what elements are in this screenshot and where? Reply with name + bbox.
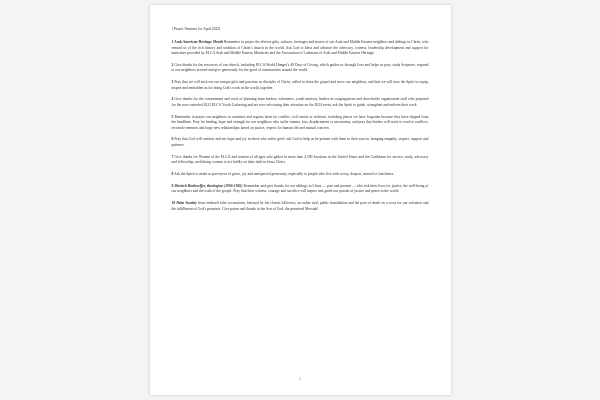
- prayer-entry: [172, 80, 429, 91]
- prayer-entry: [172, 137, 429, 148]
- entry-text: Ask the Spirit to make us purveyors of grace, joy and unexpected generosity, especially to people who live with worry, despair, turmoil or loneliness.: [174, 172, 395, 177]
- entry-text: Pray that we will each use our unique gifts and passions as disciples of Christ, called to share the gospel and serve our neighbors, and that we will trust the Spirit to equip, inspire and embolden us for doing God's work in the world, together.: [171, 80, 429, 90]
- entry-text: Pray that God will comfort and stir hope and joy in those who suffer grief; ask God to help us be present with them in their sorrow, bringing empathy, respect, support and patience.: [171, 137, 429, 148]
- entry-lead: Dietrich Bonhoeffer, theologian (1906-1945): [174, 183, 243, 188]
- prayer-entry: [172, 201, 429, 212]
- prayer-entry: [172, 155, 429, 166]
- document-page: [150, 5, 451, 395]
- entry-text: Give thanks for Women of the ELCA and women of all ages who gather in more than 4,500 locations in the United States and the Caribbean for service, study, advocacy and fellowship, mobilizing women to act boldly on their faith in Jesus Christ.: [171, 154, 429, 165]
- entry-text: Remember in prayer the diverse gifts, cultures, heritages and stories of our Arab and Middle Eastern neighbors and siblings in Christ, who remind us of the rich history and tradition of Christ's church in the world. Ask God to bless and advance the advocacy, witness, leadership development and support for ministries provided by ELCA Arab and Middle Eastern Ministries and the Association of Lutherans of Arab and Middle Eastern Heritage.: [171, 39, 429, 56]
- entry-number: 5: [171, 114, 174, 119]
- entry-number: 9: [171, 183, 174, 188]
- prayer-entry: [172, 184, 429, 195]
- entry-number: 10: [171, 201, 176, 206]
- prayer-entry: [172, 115, 429, 132]
- prayer-entry: [172, 97, 429, 108]
- entry-text: Give thanks for the resources of our church, including ELCA World Hunger's 40 Days of Giving, which guides us through Lent and helps us pray, study Scripture, respond to our neighbors in need and give generously for the good of communities around the world.: [171, 62, 429, 73]
- prayer-entry: [172, 172, 429, 178]
- prayer-entry: [172, 40, 429, 57]
- entry-lead: Arab American Heritage Month: [174, 39, 224, 44]
- entry-number: 1: [171, 39, 174, 44]
- entry-lead: Palm Sunday: [176, 201, 197, 206]
- entry-number: 8: [171, 172, 174, 177]
- document-header: [Prayer Ventures for April 2022]: [172, 27, 221, 31]
- entry-text: Remember in prayer our neighbors in countries and regions beset by conflict, civil unrest or violence, including places we have forgotten because they have slipped from the headlines. Pray for healing, hope and strength for our neighbors who suffer trauma, loss, displacement or uncertainty, and pray that leaders will work to resolve conflicts, reconcile enemies and forge new relationships based on justice, respect for human life and mutual concern.: [171, 114, 429, 130]
- document-body: [172, 27, 429, 212]
- entry-number: 6: [171, 137, 174, 142]
- entry-number: 2: [171, 62, 174, 67]
- entry-text: Jesus endured false accusations, betrayal by his closest followers, an unfair trial, public humiliation and the pain of death on a cross for our salvation and the fulfillment of God's promises. Give praise and thanks to the Son of God, the promised Messiah!: [171, 201, 429, 211]
- entry-number: 3: [171, 80, 174, 85]
- entry-number: 7: [171, 154, 174, 159]
- entry-text: Remember and give thanks for our siblings in Christ — past and present — who risk their lives for justice, the well-being of our neighbors and the truth of the gospel. Pray that their witness, courage and sacrifice will inspire and guide our pursuit of justice and peace in the world.: [171, 183, 429, 194]
- page-number: 1: [299, 377, 301, 381]
- entry-text: Give thanks for the commitment and work of planning team leaders, volunteers, youth ministry leaders in congregations and churchwide organization staff who prepared for the now-canceled 2022 ELCA Youth Gathering and are now refocusing their attention on the 2024 event; ask the Spirit to guide, strengthen and enliven their work.: [171, 97, 429, 107]
- prayer-entry-list: [172, 40, 429, 212]
- prayer-entry: [172, 63, 429, 74]
- entry-number: 4: [171, 97, 174, 102]
